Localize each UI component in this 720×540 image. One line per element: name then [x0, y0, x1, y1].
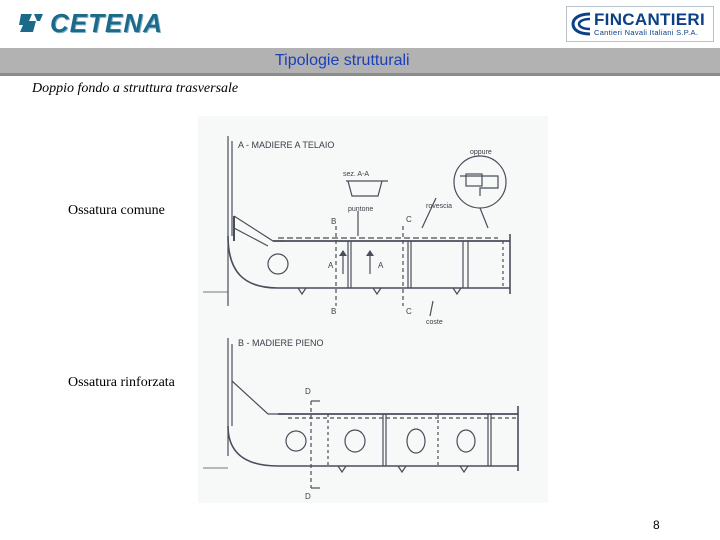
cetena-logo — [18, 8, 178, 38]
drawing-rovescia-label: rovescia — [426, 203, 453, 210]
label-reinforced-framing: Ossatura rinforzata — [68, 375, 175, 390]
drawing-title-b: B - MADIERE PIENO — [238, 338, 324, 348]
drawing-letter-a-right: A — [378, 261, 384, 270]
fincantieri-logo — [566, 6, 714, 42]
cetena-logo-icon — [18, 11, 44, 35]
drawing-oppure-label: oppure — [470, 149, 492, 156]
drawing-coste-label: coste — [426, 319, 443, 326]
fincantieri-logo-icon — [570, 11, 592, 37]
drawing-letter-d-top: D — [305, 387, 311, 396]
slide-subtitle: Doppio fondo a struttura trasversale — [32, 81, 239, 96]
page-number: 8 — [653, 518, 660, 532]
double-bottom-drawing — [198, 116, 548, 503]
cetena-logo-text: CETENA — [50, 7, 163, 38]
drawing-letter-b-bottom: B — [331, 307, 337, 316]
drawing-letter-a-left: A — [328, 261, 334, 270]
fincantieri-subtitle: Cantieri Navali Italiani S.P.A. — [594, 28, 699, 37]
drawing-letter-b-top: B — [331, 217, 337, 226]
drawing-puntone-label: puntone — [348, 206, 374, 213]
drawing-letter-d-bottom: D — [305, 492, 311, 501]
drawing-section-label: sez. A-A — [343, 171, 370, 178]
drawing-letter-c-bottom: C — [406, 307, 412, 316]
drawing-title-a: A - MADIERE A TELAIO — [238, 140, 335, 150]
label-ordinary-framing: Ossatura comune — [68, 203, 165, 218]
slide-title: Tipologie strutturali — [275, 52, 410, 69]
fincantieri-name: FINCANTIERI — [594, 10, 705, 29]
drawing-letter-c-top: C — [406, 215, 412, 224]
